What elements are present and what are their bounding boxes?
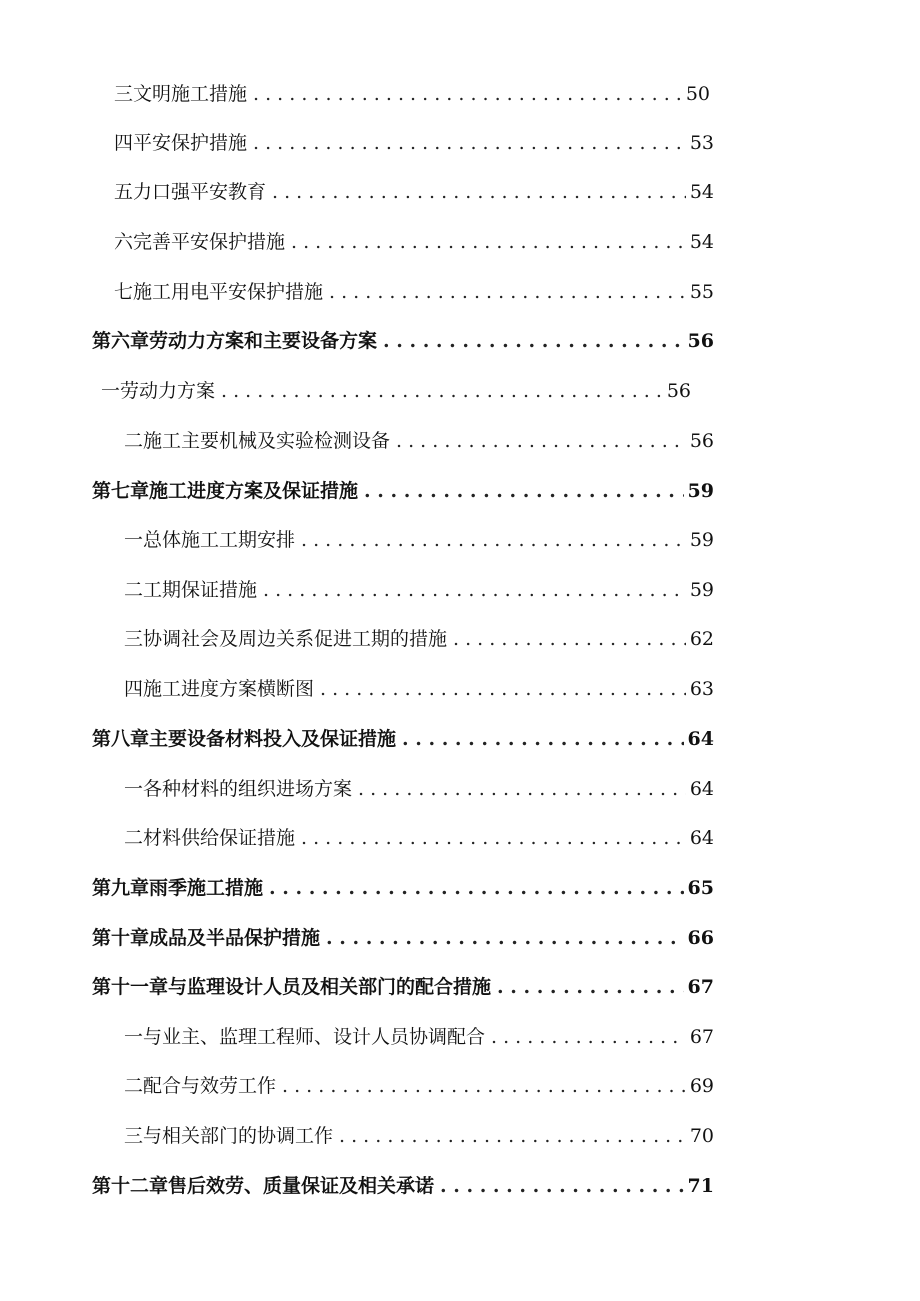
toc-entry[interactable] xyxy=(124,627,714,651)
toc-entry-page: 69 xyxy=(689,1075,714,1097)
dot-leader xyxy=(269,876,684,900)
toc-entry[interactable] xyxy=(114,180,714,204)
toc-entry-page: 53 xyxy=(689,132,714,154)
dot-leader xyxy=(282,1074,686,1098)
toc-entry-page: 54 xyxy=(689,181,714,203)
toc-entry-page: 64 xyxy=(689,778,714,800)
toc-entry-title: 六完善平安保护措施 xyxy=(114,231,286,253)
dot-leader xyxy=(339,1124,686,1148)
toc-entry-title: 一总体施工工期安排 xyxy=(124,529,296,551)
toc-entry-title: 二配合与效劳工作 xyxy=(124,1075,277,1097)
dot-leader xyxy=(440,1174,684,1198)
toc-entry-title: 三与相关部门的协调工作 xyxy=(124,1125,334,1147)
dot-leader xyxy=(291,230,686,254)
toc-entry[interactable] xyxy=(124,777,714,801)
toc-entry-page: 70 xyxy=(689,1125,714,1147)
dot-leader xyxy=(383,329,684,353)
toc-entry-title: 第十章成品及半品保护措施 xyxy=(92,927,321,949)
toc-entry-title: 一各种材料的组织进场方案 xyxy=(124,778,353,800)
toc-entry[interactable] xyxy=(114,131,714,155)
dot-leader xyxy=(453,627,686,651)
toc-entry-title: 一与业主、监理工程师、设计人员协调配合 xyxy=(124,1026,486,1048)
toc-entry-title: 二工期保证措施 xyxy=(124,579,258,601)
toc-entry[interactable] xyxy=(124,1074,714,1098)
toc-entry-title: 第八章主要设备材料投入及保证措施 xyxy=(92,728,397,750)
toc-entry-title: 二材料供给保证措施 xyxy=(124,827,296,849)
toc-entry[interactable] xyxy=(124,528,714,552)
toc-entry-title: 第七章施工进度方案及保证措施 xyxy=(92,480,359,502)
toc-entry-page: 71 xyxy=(687,1175,714,1197)
toc-entry[interactable] xyxy=(124,578,714,602)
dot-leader xyxy=(253,82,682,106)
toc-entry-title: 第六章劳动力方案和主要设备方案 xyxy=(92,330,378,352)
toc-chapter-entry[interactable] xyxy=(92,975,714,999)
toc-entry-page: 59 xyxy=(687,480,714,502)
toc-entry-page: 67 xyxy=(689,1026,714,1048)
toc-entry[interactable] xyxy=(124,1025,714,1049)
toc-entry-title: 四平安保护措施 xyxy=(114,132,248,154)
dot-leader xyxy=(329,280,686,304)
toc-entry-title: 五力口强平安教育 xyxy=(114,181,267,203)
toc-entry-title: 一劳动力方案 xyxy=(101,380,216,402)
toc-entry-page: 66 xyxy=(687,927,714,949)
dot-leader xyxy=(402,727,684,751)
dot-leader xyxy=(364,479,684,503)
toc-entry-page: 62 xyxy=(689,628,714,650)
toc-entry-title: 第十一章与监理设计人员及相关部门的配合措施 xyxy=(92,976,492,998)
toc-entry-title: 三协调社会及周边关系促进工期的措施 xyxy=(124,628,448,650)
dot-leader xyxy=(221,379,663,403)
toc-chapter-entry[interactable] xyxy=(92,926,714,950)
toc-entry-page: 56 xyxy=(666,380,691,402)
toc-chapter-entry[interactable] xyxy=(92,329,714,353)
dot-leader xyxy=(272,180,686,204)
toc-entry[interactable] xyxy=(114,230,714,254)
toc-entry[interactable] xyxy=(124,826,714,850)
toc-entry[interactable] xyxy=(124,1124,714,1148)
dot-leader xyxy=(326,926,684,950)
toc-entry-page: 50 xyxy=(685,83,710,105)
toc-entry-page: 59 xyxy=(689,529,714,551)
dot-leader xyxy=(301,826,686,850)
toc-entry-page: 65 xyxy=(687,877,714,899)
toc-chapter-entry[interactable] xyxy=(92,727,714,751)
dot-leader xyxy=(263,578,686,602)
toc-entry-title: 第十二章售后效劳、质量保证及相关承诺 xyxy=(92,1175,435,1197)
toc-entry[interactable] xyxy=(124,677,714,701)
toc-entry-page: 59 xyxy=(689,579,714,601)
toc-entry-page: 64 xyxy=(687,728,714,750)
toc-entry-title: 第九章雨季施工措施 xyxy=(92,877,264,899)
dot-leader xyxy=(253,131,686,155)
toc-entry[interactable] xyxy=(101,379,691,403)
dot-leader xyxy=(358,777,686,801)
toc-entry-page: 64 xyxy=(689,827,714,849)
dot-leader xyxy=(396,429,686,453)
dot-leader xyxy=(320,677,686,701)
dot-leader xyxy=(491,1025,686,1049)
dot-leader xyxy=(301,528,686,552)
toc-entry-title: 二施工主要机械及实验检测设备 xyxy=(124,430,391,452)
dot-leader xyxy=(497,975,684,999)
toc-entry-page: 56 xyxy=(687,330,714,352)
toc-entry[interactable] xyxy=(124,429,714,453)
toc-entry-title: 七施工用电平安保护措施 xyxy=(114,281,324,303)
toc-chapter-entry[interactable] xyxy=(92,479,714,503)
toc-chapter-entry[interactable] xyxy=(92,876,714,900)
toc-entry-page: 63 xyxy=(689,678,714,700)
toc-entry-title: 三文明施工措施 xyxy=(114,83,248,105)
toc-entry-page: 67 xyxy=(687,976,714,998)
toc-entry[interactable] xyxy=(114,82,710,106)
toc-chapter-entry[interactable] xyxy=(92,1174,714,1198)
toc-entry-page: 54 xyxy=(689,231,714,253)
toc-entry-page: 55 xyxy=(689,281,714,303)
toc-entry-title: 四施工进度方案横断图 xyxy=(124,678,315,700)
toc-entry[interactable] xyxy=(114,280,714,304)
toc-entry-page: 56 xyxy=(689,430,714,452)
